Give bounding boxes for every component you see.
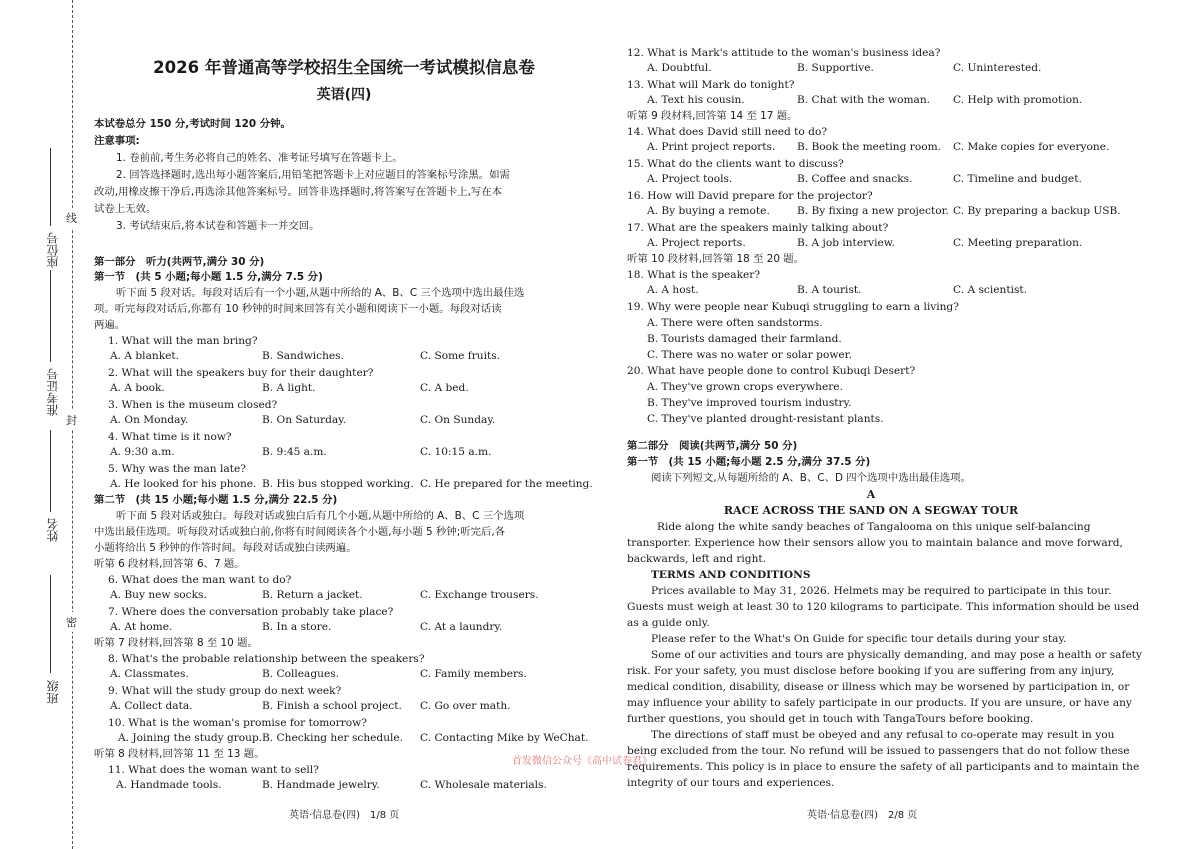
terms-para3-5: further questions, you should get in touch with TangaTours before booking. <box>627 713 1034 725</box>
score-info: 本试卷总分 150 分,考试时间 120 分钟。 <box>94 118 291 130</box>
section1-instr-1: 听下面 5 段对话。每段对话后有一个小题,从题中所给的 A、B、C 三个选项中选出最佳选 <box>116 287 525 299</box>
watermark: 首发微信公众号《高中试卷君》 <box>512 756 652 767</box>
q15-option-b[interactable]: B. Coffee and snacks. <box>797 173 913 185</box>
terms-para1-1: Prices available to May 31, 2026. Helmets may be required to participate in this tour. <box>651 585 1112 597</box>
q1-option-c[interactable]: C. Some fruits. <box>420 350 501 362</box>
seat-number-label: 座位号 <box>46 232 60 268</box>
exam-title: 2026 年普通高等学校招生全国统一考试模拟信息卷 <box>153 58 535 77</box>
question-13: 13. What will Mark do tonight? <box>627 79 795 91</box>
exam-number-label: 准考证号 <box>46 368 60 416</box>
q2-option-c[interactable]: C. A bed. <box>420 382 469 394</box>
seal-char-mi: 密 <box>66 612 77 632</box>
exam-subtitle: 英语(四) <box>316 87 372 103</box>
terms-para4-3: requirements. This policy is in place to ensure the safety of all participants and to maintain the <box>627 761 1140 773</box>
terms-para4-1: The directions of staff must be obeyed and any refusal to co-operate may result in you <box>651 729 1115 741</box>
name-line <box>50 430 51 512</box>
q19-option-c[interactable]: C. There was no water or solar power. <box>647 349 852 361</box>
q8-option-c[interactable]: C. Family members. <box>420 668 527 680</box>
q3-option-b[interactable]: B. On Saturday. <box>262 414 347 426</box>
reading-section1-heading: 第一节 (共 15 小题;每小题 2.5 分,满分 37.5 分) <box>627 456 871 468</box>
q13-option-b[interactable]: B. Chat with the woman. <box>797 94 931 106</box>
q2-option-b[interactable]: B. A light. <box>262 382 316 394</box>
material-10-heading: 听第 10 段材料,回答第 18 至 20 题。 <box>627 253 805 265</box>
passage-intro-2: transporter. Experience how their sensors allow you to maintain balance and move forward, <box>627 537 1123 549</box>
question-10: 10. What is the woman's promise for tomorrow? <box>108 717 367 729</box>
notice-2: 2. 回答选择题时,选出每小题答案后,用铅笔把答题卡上对应题目的答案标号涂黑。如需 <box>116 169 510 181</box>
q18-option-b[interactable]: B. A tourist. <box>797 284 862 296</box>
q17-option-b[interactable]: B. A job interview. <box>797 237 895 249</box>
question-15: 15. What do the clients want to discuss? <box>627 158 844 170</box>
q20-option-c[interactable]: C. They've planted drought-resistant plants. <box>647 413 884 425</box>
q7-option-b[interactable]: B. In a store. <box>262 621 332 633</box>
q1-option-b[interactable]: B. Sandwiches. <box>262 350 344 362</box>
q6-option-a[interactable]: A. Buy new socks. <box>110 589 207 601</box>
question-17: 17. What are the speakers mainly talking about? <box>627 222 889 234</box>
seal-char-feng: 封 <box>66 410 77 430</box>
question-8: 8. What's the probable relationship between the speakers? <box>108 653 425 665</box>
terms-para3-1: Some of our activities and tours are physically demanding, and may pose a health or safety <box>651 649 1142 661</box>
q5-option-b[interactable]: B. His bus stopped working. <box>262 478 414 490</box>
page-1 <box>94 0 594 849</box>
notice-heading: 注意事项: <box>94 135 140 147</box>
section1-instr-3: 两遍。 <box>94 319 126 331</box>
name-label: 姓名 <box>46 518 60 542</box>
passage-intro-1: Ride along the white sandy beaches of Tangalooma on this unique self-balancing <box>657 521 1091 533</box>
exam-number-line <box>50 270 51 362</box>
q19-option-a[interactable]: A. There were often sandstorms. <box>647 317 823 329</box>
q16-option-c[interactable]: C. By preparing a backup USB. <box>953 205 1121 217</box>
passage-label: A <box>866 488 876 501</box>
q17-option-a[interactable]: A. Project reports. <box>647 237 746 249</box>
terms-para2: Please refer to the What's On Guide for specific tour details during your stay. <box>651 633 1067 645</box>
question-14: 14. What does David still need to do? <box>627 126 828 138</box>
notice-3: 3. 考试结束后,将本试卷和答题卡一并交回。 <box>116 220 320 232</box>
q4-option-b[interactable]: B. 9:45 a.m. <box>262 446 327 458</box>
terms-para4-2: being excluded from the tour. No refund will be issued to passengers that do not follow these <box>627 745 1130 757</box>
question-7: 7. Where does the conversation probably take place? <box>108 606 394 618</box>
q5-option-c[interactable]: C. He prepared for the meeting. <box>420 478 593 490</box>
question-3: 3. When is the museum closed? <box>108 399 278 411</box>
q13-option-a[interactable]: A. Text his cousin. <box>647 94 745 106</box>
q14-option-b[interactable]: B. Book the meeting room. <box>797 141 941 153</box>
q11-option-a[interactable]: A. Handmade tools. <box>116 779 222 791</box>
q3-option-a[interactable]: A. On Monday. <box>110 414 189 426</box>
q20-option-b[interactable]: B. They've improved tourism industry. <box>647 397 852 409</box>
q1-option-a[interactable]: A. A blanket. <box>110 350 180 362</box>
q12-option-a[interactable]: A. Doubtful. <box>647 62 712 74</box>
q5-option-a[interactable]: A. He looked for his phone. <box>110 478 257 490</box>
section1-heading: 第一节 (共 5 小题;每小题 1.5 分,满分 7.5 分) <box>94 271 323 283</box>
q4-option-c[interactable]: C. 10:15 a.m. <box>420 446 492 458</box>
question-9: 9. What will the study group do next week? <box>108 685 342 697</box>
material-7-heading: 听第 7 段材料,回答第 8 至 10 题。 <box>94 637 258 649</box>
q20-option-a[interactable]: A. They've grown crops everywhere. <box>647 381 843 393</box>
question-12: 12. What is Mark's attitude to the woman's business idea? <box>627 47 941 59</box>
terms-para3-4: may influence your ability to safely participate in our products. If you are unsure, or have any <box>627 697 1132 709</box>
notice-1: 1. 卷前前,考生务必将自己的姓名、准考证号填写在答题卡上。 <box>116 152 403 164</box>
page-2 <box>627 0 1142 849</box>
q8-option-b[interactable]: B. Colleagues. <box>262 668 340 680</box>
question-1: 1. What will the man bring? <box>108 335 258 347</box>
question-20: 20. What have people done to control Kubuqi Desert? <box>627 365 916 377</box>
section2-instr-3: 小题将给出 5 秒钟的作答时间。每段对话或独白读两遍。 <box>94 542 357 554</box>
q3-option-c[interactable]: C. On Sunday. <box>420 414 496 426</box>
page-2-footer: 英语·信息卷(四) 2/8 页 <box>807 810 918 821</box>
q9-option-b[interactable]: B. Finish a school project. <box>262 700 402 712</box>
material-9-heading: 听第 9 段材料,回答第 14 至 17 题。 <box>627 110 798 122</box>
section2-instr-2: 中选出最佳选项。听每段对话或独白前,你将有时间阅读各个小题,每小题 5 秒钟;听完后,各 <box>94 526 506 538</box>
q11-option-c[interactable]: C. Wholesale materials. <box>420 779 547 791</box>
q10-option-c[interactable]: C. Contacting Mike by WeChat. <box>420 732 589 744</box>
q16-option-a[interactable]: A. By buying a remote. <box>647 205 770 217</box>
q12-option-c[interactable]: C. Uninterested. <box>953 62 1042 74</box>
question-6: 6. What does the man want to do? <box>108 574 292 586</box>
passage-title: RACE ACROSS THE SAND ON A SEGWAY TOUR <box>723 504 1019 517</box>
q9-option-a[interactable]: A. Collect data. <box>110 700 193 712</box>
q16-option-b[interactable]: B. By fixing a new projector. <box>797 205 949 217</box>
q11-option-b[interactable]: B. Handmade jewelry. <box>262 779 380 791</box>
section1-instr-2: 项。听完每段对话后,你都有 10 秒钟的时间来回答有关小题和阅读下一小题。每段对话读 <box>94 303 502 315</box>
terms-para4-4: integrity of our tours and experiences. <box>627 777 835 789</box>
material-6-heading: 听第 6 段材料,回答第 6、7 题。 <box>94 558 245 570</box>
q10-option-b[interactable]: B. Checking her schedule. <box>262 732 404 744</box>
q18-option-c[interactable]: C. A scientist. <box>953 284 1028 296</box>
q19-option-b[interactable]: B. Tourists damaged their farmland. <box>647 333 842 345</box>
material-8-heading: 听第 8 段材料,回答第 11 至 13 题。 <box>94 748 265 760</box>
notice-2-end: 试卷上无效。 <box>94 203 157 215</box>
question-18: 18. What is the speaker? <box>627 269 761 281</box>
passage-intro-3: backwards, left and right. <box>627 553 767 565</box>
section2-instr-1: 听下面 5 段对话或独白。每段对话或独白后有几个小题,从题中所给的 A、B、C 三个选项 <box>116 510 525 522</box>
q4-option-a[interactable]: A. 9:30 a.m. <box>110 446 175 458</box>
q6-option-b[interactable]: B. Return a jacket. <box>262 589 363 601</box>
terms-heading: TERMS AND CONDITIONS <box>651 569 811 581</box>
terms-para1-3: as a guide only. <box>627 617 710 629</box>
q17-option-c[interactable]: C. Meeting preparation. <box>953 237 1083 249</box>
seal-char-xian: 线 <box>66 208 77 228</box>
q9-option-c[interactable]: C. Go over math. <box>420 700 511 712</box>
section2-heading: 第二节 (共 15 小题;每小题 1.5 分,满分 22.5 分) <box>94 494 338 506</box>
class-line <box>50 575 51 673</box>
part2-heading: 第二部分 阅读(共两节,满分 50 分) <box>627 440 798 452</box>
question-4: 4. What time is it now? <box>108 431 232 443</box>
q18-option-a[interactable]: A. A host. <box>647 284 699 296</box>
question-16: 16. How will David prepare for the projector? <box>627 190 873 202</box>
reading-instructions: 阅读下列短文,从每题所给的 A、B、C、D 四个选项中选出最佳选项。 <box>651 472 971 484</box>
q6-option-c[interactable]: C. Exchange trousers. <box>420 589 539 601</box>
page-1-footer: 英语·信息卷(四) 1/8 页 <box>289 810 400 821</box>
q12-option-b[interactable]: B. Supportive. <box>797 62 874 74</box>
terms-para3-2: risk. For your safety, you must disclose before booking if you are suffering from any injury, <box>627 665 1115 677</box>
q10-option-a[interactable]: A. Joining the study group. <box>118 732 263 744</box>
question-2: 2. What will the speakers buy for their daughter? <box>108 367 374 379</box>
q15-option-c[interactable]: C. Timeline and budget. <box>953 173 1082 185</box>
q14-option-c[interactable]: C. Make copies for everyone. <box>953 141 1110 153</box>
question-5: 5. Why was the man late? <box>108 463 246 475</box>
q8-option-a[interactable]: A. Classmates. <box>110 668 189 680</box>
question-19: 19. Why were people near Kubuqi struggling to earn a living? <box>627 301 959 313</box>
q13-option-c[interactable]: C. Help with promotion. <box>953 94 1083 106</box>
q15-option-a[interactable]: A. Project tools. <box>647 173 733 185</box>
part1-heading: 第一部分 听力(共两节,满分 30 分) <box>94 256 265 268</box>
class-label: 班级 <box>46 680 60 704</box>
q7-option-a[interactable]: A. At home. <box>110 621 173 633</box>
binding-margin <box>0 0 80 849</box>
seat-number-line <box>50 148 51 226</box>
terms-para1-2: Guests must weigh at least 30 to 120 kilograms to participate. This information should be used <box>627 601 1140 613</box>
q2-option-a[interactable]: A. A book. <box>110 382 165 394</box>
q14-option-a[interactable]: A. Print project reports. <box>647 141 776 153</box>
question-11: 11. What does the woman want to sell? <box>108 764 319 776</box>
q7-option-c[interactable]: C. At a laundry. <box>420 621 503 633</box>
terms-para3-3: medical condition, disability, disease or illness which may be worsened by participation in, or <box>627 681 1130 693</box>
notice-2-cont: 改动,用橡皮擦干净后,再选涂其他答案标号。回答非选择题时,将答案写在答题卡上,写在本 <box>94 186 503 198</box>
